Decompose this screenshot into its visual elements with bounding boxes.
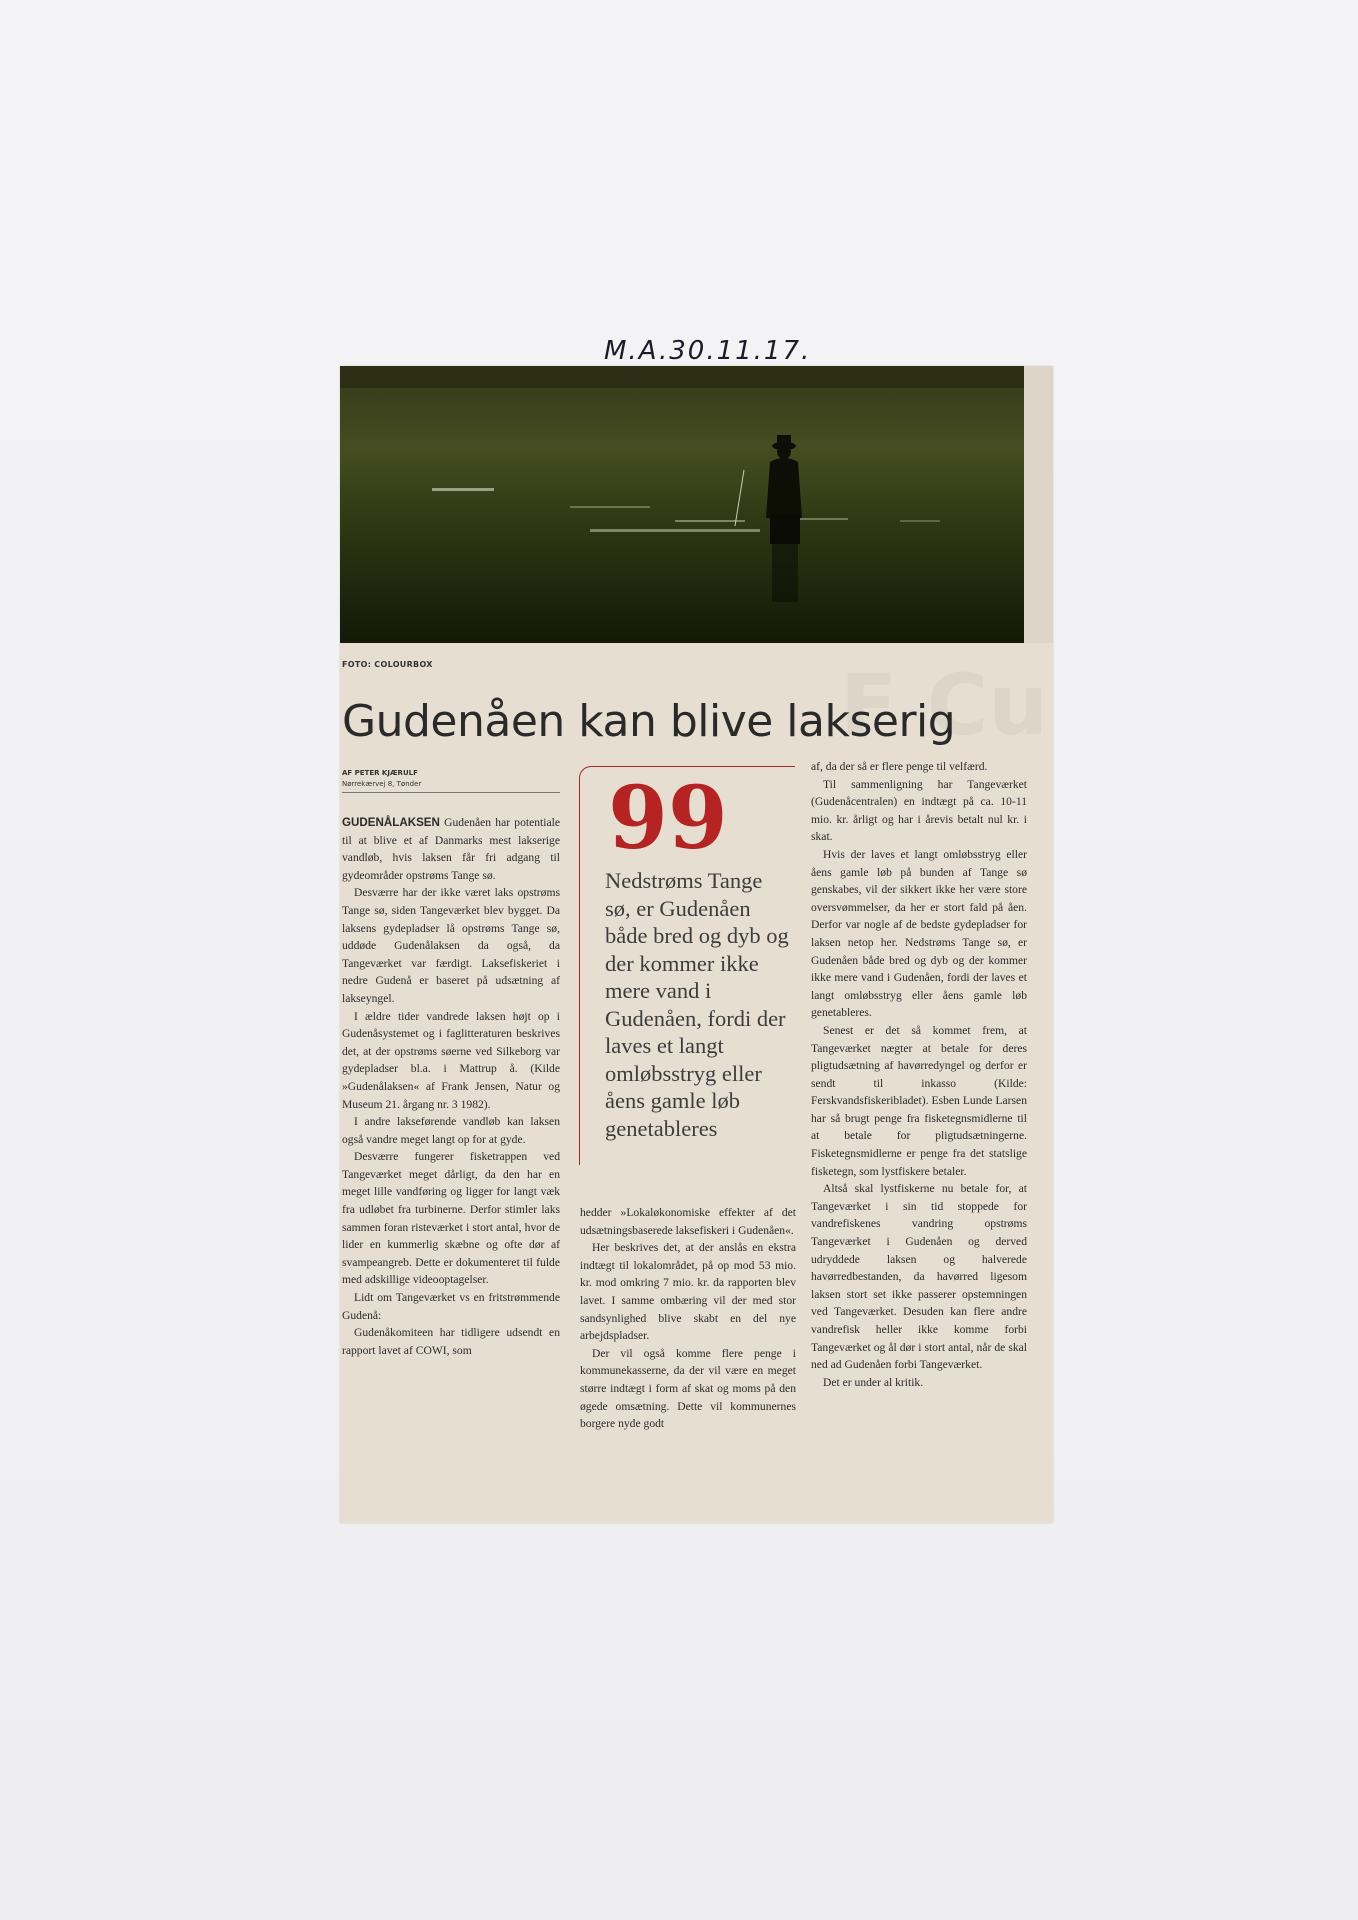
byline-address: Nørrekærvej 8, Tønder: [342, 780, 422, 788]
adjacent-column-strip: [1024, 366, 1053, 643]
paragraph: af, da der så er flere penge til velfærd.: [811, 760, 988, 773]
paragraph-text: Gudenåen har potentiale til at blive et af Danmarks mest lakserige vandløb, hvis laksen får fri adgang til gydeområder opstrøms Tange sø.: [342, 816, 560, 882]
byline-author: AF PETER KJÆRULF: [342, 769, 418, 777]
lead-paragraph: [342, 814, 560, 884]
paragraph: Gudenåkomiteen har tidligere udsendt en rapport lavet af COWI, som: [342, 1326, 560, 1357]
paragraph: I andre lakseførende vandløb kan laksen også vandre meget langt op for at gyde.: [342, 1115, 560, 1146]
byline-divider: [342, 792, 560, 793]
paragraph: Desværre fungerer fisketrappen ved Tangeværket meget dårligt, da den har en meget lille vandføring og ligger for langt væk fra udløbet fra turbinerne. Derfor stimler laks sammen foran risteværket i stort antal, hvor de lider en kummerlig skæbne og ofte dør af svampeangreb. Dette er dokumenteret til fulde med adskillige videooptagelser.: [342, 1150, 560, 1287]
article-photo: [340, 366, 1024, 643]
article-column-3: [811, 758, 1027, 1391]
article-column-2: [580, 1204, 796, 1433]
article-column-1: [342, 814, 560, 1359]
newspaper-clipping: [340, 366, 1053, 1523]
article-headline: Gudenåen kan blive lakserig: [342, 696, 956, 747]
paragraph: Det er under al kritik.: [823, 1375, 924, 1389]
paragraph: Der vil også komme flere penge i kommunekasserne, da der vil være en meget større indtægt i form af skat og moms på den øgede omsætning. Dette vil kommunernes borgere nyde godt: [580, 1346, 796, 1431]
kicker: GUDENÅLAKSEN: [342, 816, 440, 829]
paragraph: Altså skal lystfiskerne nu betale for, at Tangeværket i sin tid stoppede for vandrefiskenes vandring opstrøms Tangeværket i Gudenåen og derved udryddede laksen og halverede havørredbestanden, da havørred ligesom laksen stort set ikke passerer opstemningen ved Tangeværket. Desuden kan flere andre vandrefisk heller ikke komme forbi Tangeværket og ål dør i stort antal, når de skal ned ad Gudenåen forbi Tangeværket.: [811, 1182, 1027, 1372]
quote-mark-icon: 99: [608, 768, 728, 869]
paragraph: Hvis der laves et langt omløbsstryg eller åens gamle løb på bunden af Tange sø genskabes, vil der sikkert ikke her være store oversvømmelser, da her er stort fald på åen. Derfor var nogle af de bedste gydepladser for laksen netop her. Nedstrøms Tange sø, er Gudenåen både bred og dyb og der kommer ikke mere vand i Gudenåen, fordi der laves et langt omløbsstryg eller åens gamle løb genetableres.: [811, 847, 1027, 1020]
paragraph: Desværre har der ikke været laks opstrøms Tange sø, siden Tangeværket blev bygget. Da laksens gydepladser lå opstrøms Tange sø, uddøde Gudenålaksen da også, da Tangeværket var færdigt. Laksefiskeriet i nedre Gudenå er baseret på udsætning af lakseyngel.: [342, 886, 560, 1005]
photo-caption: FOTO: COLOURBOX: [342, 660, 433, 669]
handwritten-date: M.A.30.11.17.: [604, 336, 812, 366]
paragraph: Til sammenligning har Tangeværket (Gudenåcentralen) en indtægt på ca. 10-11 mio. kr. årligt og har i årevis betalt nul kr. i skat.: [811, 777, 1027, 844]
paragraph: Her beskrives det, at der anslås en ekstra indtægt til lokalområdet, på op mod 53 mio. kr. mod omkring 7 mio. kr. da rapporten blev lavet. I samme ombæring vil der med stor sandsynlighed blive skabt en del nye arbejdspladser.: [580, 1241, 796, 1343]
paragraph: hedder »Lokaløkonomiske effekter af det udsætningsbaserede laksefiskeri i Gudenåen«.: [580, 1206, 796, 1237]
paragraph: Lidt om Tangeværket vs en fritstrømmende Gudenå:: [342, 1291, 560, 1322]
fisherman-silhouette-image: [340, 366, 1024, 643]
paragraph: I ældre tider vandrede laksen højt op i Gudenåsystemet og i faglitteraturen beskrives det, at der opstrøms søerne ved Silkeborg var gydepladser bl.a. i Mattrup å. (Kilde »Gudenålaksen« af Frank Jensen, Natur og Museum 21. årgang nr. 3 1982).: [342, 1009, 560, 1111]
pull-quote: Nedstrøms Tange sø, er Gudenåen både bred og dyb og der kommer ikke mere vand i Gudenåen, fordi der laves et langt omløbsstryg eller åens gamle løb genetableres: [605, 868, 789, 1141]
paragraph: Senest er det så kommet frem, at Tangeværket nægter at betale for deres pligtudsætning af havørredyngel og derfor er sendt til inkasso (Kilde: Ferskvandsfiskeribladet). Esben Lunde Larsen har så brugt penge fra fisketegnsmidlerne til at betale for pligtudsætningerne. Fisketegnsmidlerne er penge fra det statslige fisketegn, som lystfiskere betaler.: [811, 1023, 1027, 1178]
